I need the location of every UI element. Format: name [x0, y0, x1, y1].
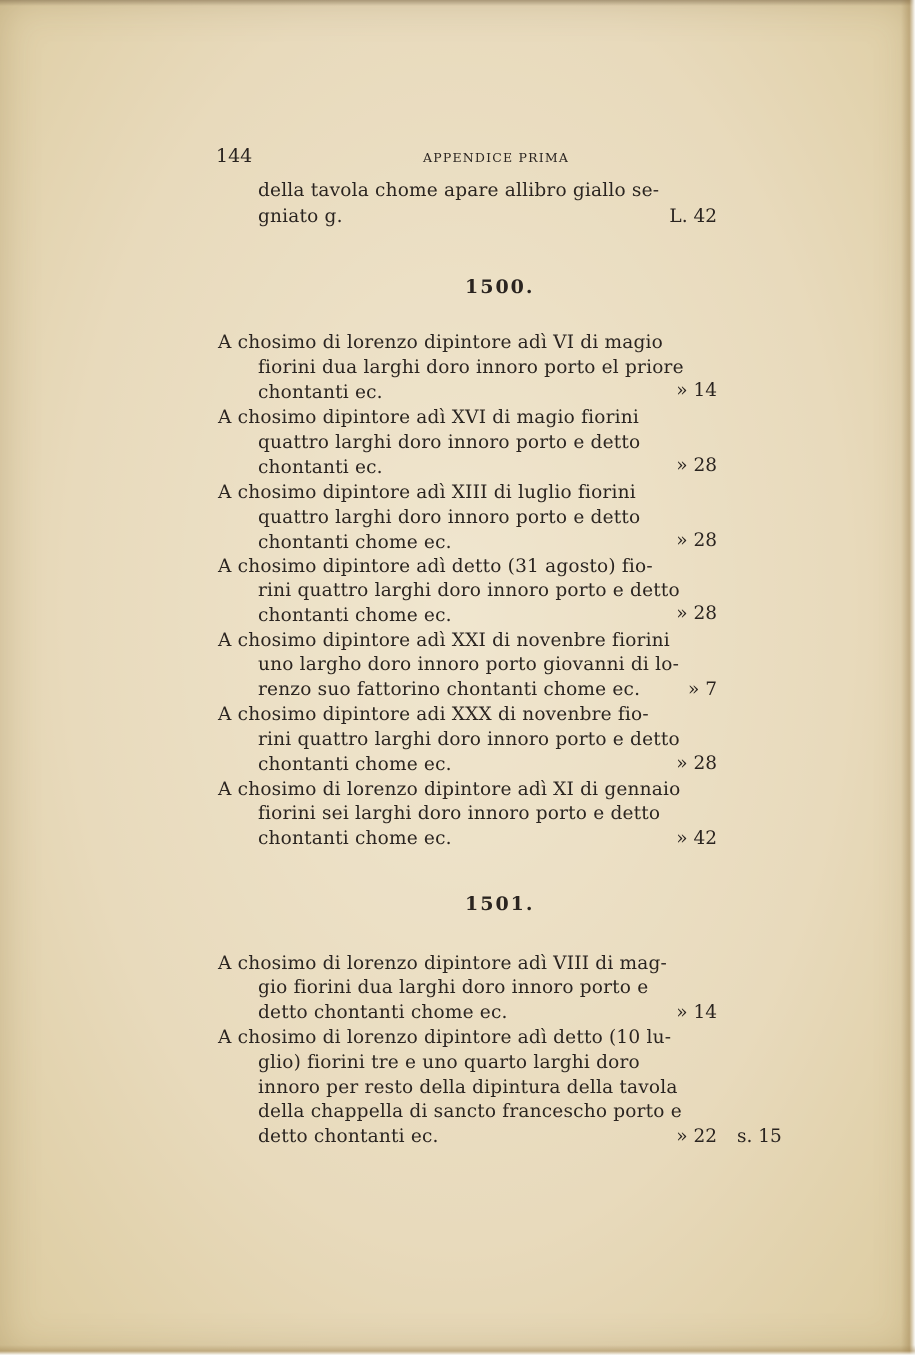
entry-line: chontanti chome ec.: [258, 828, 452, 849]
entry-line: chontanti ec.: [258, 457, 383, 478]
entry-line: rini quattro larghi doro innoro porto e detto: [258, 580, 680, 601]
entry-line: quattro larghi doro innoro porto e detto: [258, 507, 641, 528]
entry-line: glio) fiorini tre e uno quarto larghi doro: [258, 1052, 640, 1073]
page-top-edge: [0, 0, 915, 6]
entry-line: della chappella di sancto francescho porto e: [258, 1101, 682, 1122]
entry-line: A chosimo dipintore adi XXX di novenbre fio-: [218, 704, 649, 725]
page-right-edge: [901, 0, 915, 1355]
entry-line: A chosimo dipintore adì XVI di magio fiorini: [218, 407, 639, 428]
entry-line: renzo suo fattorino chontanti chome ec.: [258, 679, 641, 700]
entry-amount: » 28: [676, 530, 717, 551]
entry-line: chontanti chome ec.: [258, 754, 452, 775]
entry-line: detto chontanti chome ec.: [258, 1002, 508, 1023]
entry-line: innoro per resto della dipintura della tavola: [258, 1077, 678, 1098]
entry-line: A chosimo di lorenzo dipintore adì detto (10 lu-: [218, 1027, 672, 1048]
entry-amount: » 42: [676, 828, 717, 849]
entry-line: chontanti chome ec.: [258, 532, 452, 553]
entry-amount: » 28: [676, 455, 717, 476]
entry-line: uno largho doro innoro porto giovanni di lo-: [258, 654, 680, 675]
entry-amount: » 28: [676, 753, 717, 774]
entry-amount: » 22: [676, 1126, 717, 1147]
entry-line: A chosimo dipintore adì XXI di novenbre fiorini: [218, 630, 670, 651]
entry-line: A chosimo dipintore adì XIII di luglio fiorini: [218, 482, 636, 503]
running-title: APPENDICE PRIMA: [423, 150, 570, 165]
year-label: 1500.: [465, 276, 535, 298]
intro-line-2: gniato g.: [258, 206, 343, 227]
entry-line: gio fiorini dua larghi doro innoro porto e: [258, 977, 649, 998]
entry-line: fiorini dua larghi doro innoro porto el priore: [258, 357, 684, 378]
entry-line: rini quattro larghi doro innoro porto e detto: [258, 729, 680, 750]
entry-line: fiorini sei larghi doro innoro porto e detto: [258, 803, 661, 824]
entry-line: detto chontanti ec.: [258, 1126, 439, 1147]
intro-line-1: della tavola chome apare allibro giallo se-: [258, 180, 660, 201]
entry-line: chontanti ec.: [258, 382, 383, 403]
entry-amount: » 14: [676, 380, 717, 401]
page-bottom-edge: [0, 1345, 915, 1355]
entry-line: A chosimo di lorenzo dipintore adì XI di gennaio: [218, 779, 681, 800]
page-header: [216, 145, 716, 173]
entry-line: chontanti chome ec.: [258, 605, 452, 626]
entry-amount: » 28: [676, 603, 717, 624]
entry-amount: » 14: [676, 1002, 717, 1023]
page-number: 144: [216, 145, 253, 167]
entry-line: quattro larghi doro innoro porto e detto: [258, 432, 641, 453]
entry-amount: » 7: [688, 679, 717, 700]
year-label: 1501.: [465, 893, 535, 915]
entry-line: A chosimo dipintore adì detto (31 agosto) fio-: [218, 556, 653, 577]
intro-amount: L. 42: [669, 206, 717, 227]
entry-line: A chosimo di lorenzo dipintore adì VI di magio: [218, 332, 663, 353]
entry-amount-soldi: s. 15: [737, 1126, 782, 1147]
entry-line: A chosimo di lorenzo dipintore adì VIII di mag-: [218, 953, 668, 974]
